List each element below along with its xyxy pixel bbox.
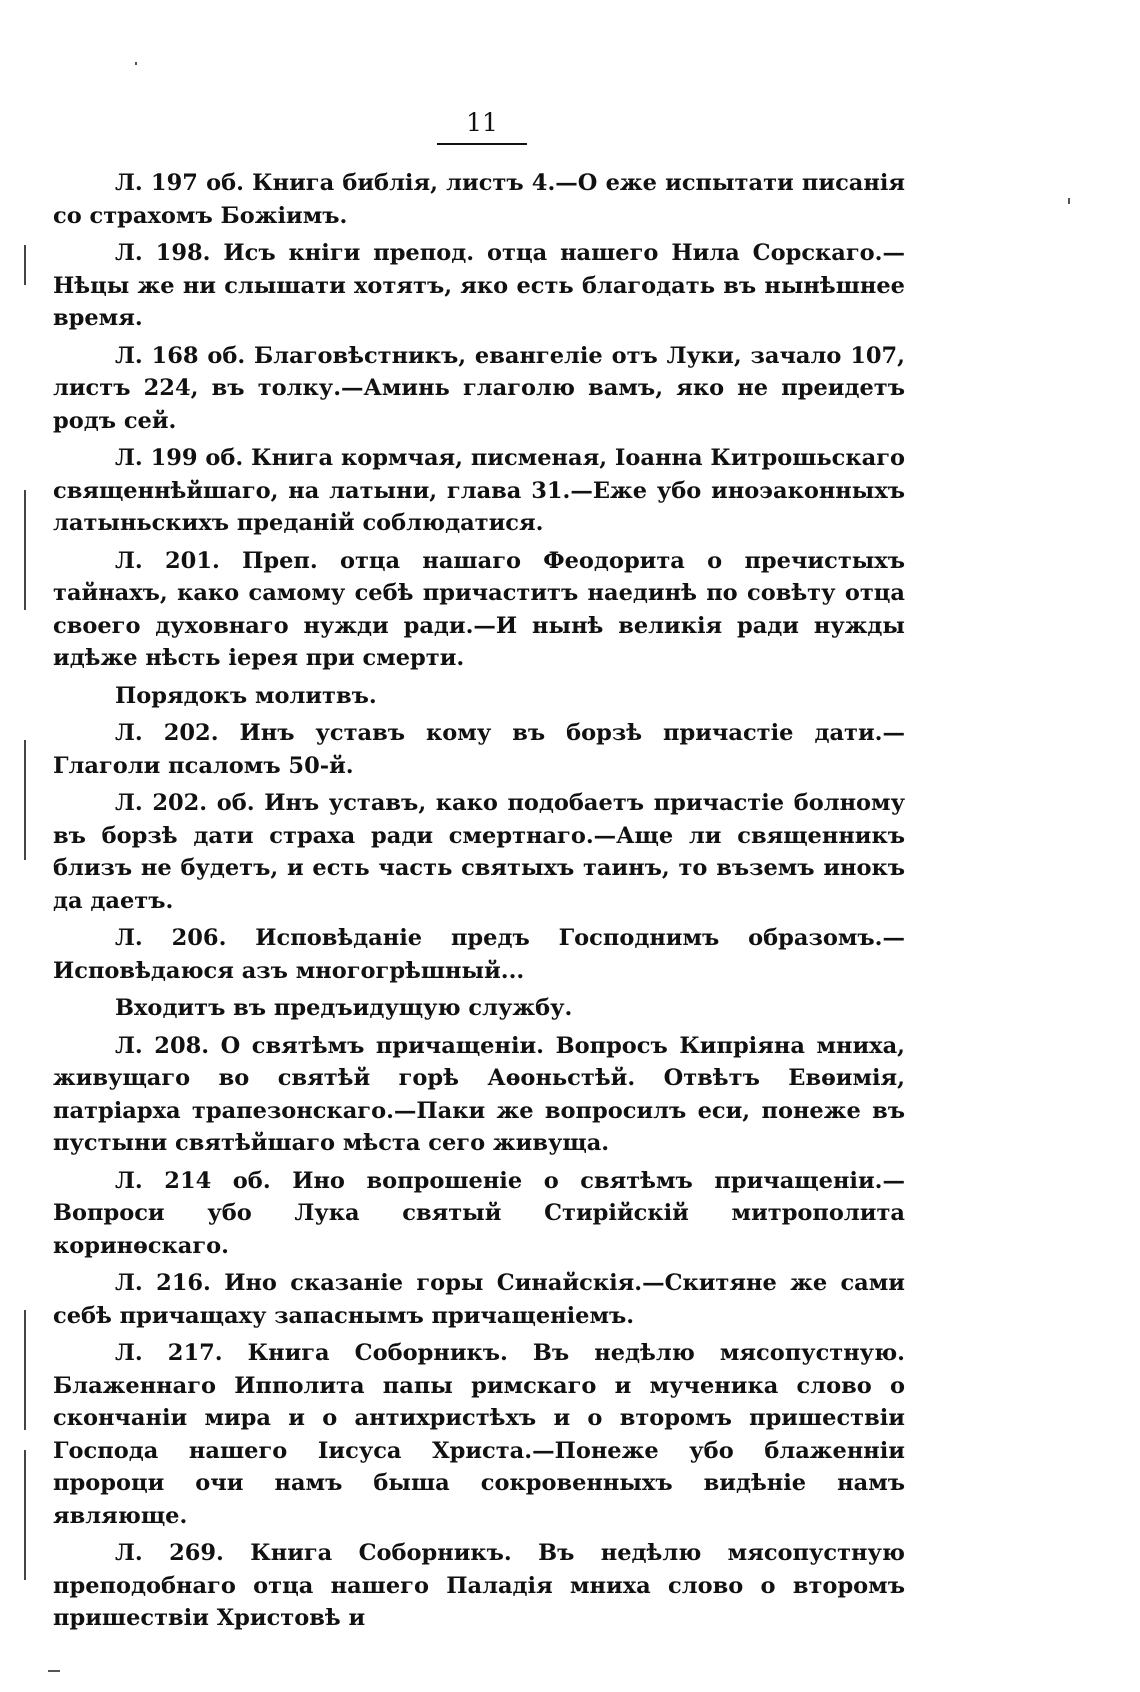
catalog-entry: Л. 202. об. Инъ уставъ, како подобаетъ причастіе болному въ борзѣ дати страха ради смертнаго.—Аще ли священникъ близъ не будетъ, и есть часть святыхъ таинъ, то въземъ инокъ да даетъ. xyxy=(53,790,905,914)
text-body xyxy=(53,167,905,1640)
scan-speck xyxy=(48,1670,60,1672)
page-number: 11 xyxy=(466,108,498,137)
margin-scan-line xyxy=(24,1450,26,1580)
catalog-entry: Л. 214 об. Ино вопрошеніе о святѣмъ причащеніи.—Вопроси убо Лука святый Стирійскій митрополита коринѳскаго. xyxy=(53,1167,905,1259)
catalog-entry: Л. 269. Книга Соборникъ. Въ недѣлю мясопустную преподобнаго отца нашего Паладія мниха слово о второмъ пришествіи Христовѣ и xyxy=(53,1540,905,1631)
margin-scan-line xyxy=(24,490,26,610)
catalog-entry: Л. 202. Инъ уставъ кому въ борзѣ причастіе дати.—Глаголи псаломъ 50-й. xyxy=(53,720,905,779)
margin-scan-line xyxy=(24,740,26,860)
catalog-note: Входитъ въ предъидущую службу. xyxy=(115,995,573,1021)
catalog-entry: Л. 208. О святѣмъ причащеніи. Вопросъ Кипріяна мниха, живущаго во святѣй горѣ Аѳоньстѣй. Отвѣтъ Евѳимія, патріарха трапезонскаго.—Паки же вопросилъ еси, понеже въ пустыни святѣйшаго мѣста сего живуща. xyxy=(53,1032,905,1156)
margin-scan-line xyxy=(24,245,26,285)
catalog-entry: Л. 216. Ино сказаніе горы Синайскія.—Скитяне же сами себѣ причащаху запаснымъ причащеніемъ. xyxy=(53,1270,905,1329)
catalog-entry: Л. 201. Преп. отца нашаго Феодорита о пречистыхъ тайнахъ, како самому себѣ причаститъ наединѣ по совѣту отца своего духовнаго нужди ради.—И нынѣ великія ради нужды идѣже нѣсть іерея при смерти. xyxy=(53,547,905,671)
catalog-entry: Л. 199 об. Книга кормчая, писменая, Іоанна Китрошьскаго священнѣйшаго, на латыни, глава 31.—Еже убо иноэаконныхъ латыньскихъ преданій соблюдатися. xyxy=(53,445,905,536)
scan-speck xyxy=(1068,198,1070,204)
catalog-entry: Л. 217. Книга Соборникъ. Въ недѣлю мясопустную. Блаженнаго Ипполита папы римскаго и мученика слово о скончаніи мира и о антихристѣхъ и о второмъ пришествіи Господа нашего Іисуса Христа.—Понеже убо блаженніи пророци очи намъ быша сокровенныхъ видѣніе намъ являюще. xyxy=(53,1340,905,1529)
catalog-entry: Л. 206. Исповѣданіе предъ Господнимъ образомъ.—Исповѣдаюся азъ многогрѣшный... xyxy=(53,925,905,984)
section-heading: Порядокъ молитвъ. xyxy=(115,682,377,709)
page-number-rule xyxy=(437,143,527,145)
scan-speck xyxy=(135,62,137,65)
catalog-entry: Л. 168 об. Благовѣстникъ, евангеліе отъ Луки, зачало 107, листъ 224, въ толку.—Аминь глаголю вамъ, яко не преидетъ родъ сей. xyxy=(53,342,905,434)
margin-scan-line xyxy=(24,1310,26,1430)
catalog-entry: Л. 197 об. Книга библія, листъ 4.—О еже испытати писанія со страхомъ Божіимъ. xyxy=(53,170,905,229)
catalog-entry: Л. 198. Исъ кніги препод. отца нашего Нила Сорскаго.—Нѣцы же ни слышати хотятъ, яко есть благодать въ нынѣшнее время. xyxy=(53,240,905,331)
